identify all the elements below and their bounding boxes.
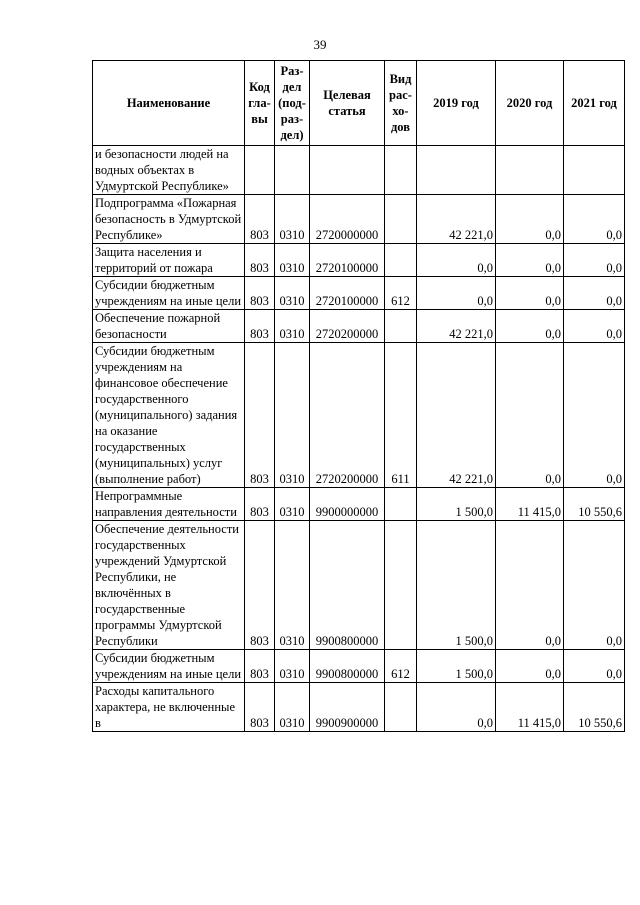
cell-2020: 0,0 <box>496 244 564 277</box>
cell-chapter-code <box>245 146 275 195</box>
cell-expense-type <box>385 683 417 732</box>
table-row <box>93 521 625 650</box>
cell-2020 <box>496 146 564 195</box>
cell-target-article <box>310 146 385 195</box>
table-header-row <box>93 61 625 146</box>
cell-chapter-code: 803 <box>245 244 275 277</box>
cell-target-article: 9900800000 <box>310 650 385 683</box>
cell-target-article: 2720100000 <box>310 244 385 277</box>
cell-2019: 0,0 <box>417 683 496 732</box>
cell-target-article: 2720200000 <box>310 343 385 488</box>
cell-expense-type: 611 <box>385 343 417 488</box>
header-expense-type: Вид рас-хо-дов <box>385 61 417 146</box>
cell-name: Обеспечение деятельности государственных учреждений Удмуртской Республики, не включённых в государственные программы Удмуртской Республики <box>93 521 245 650</box>
cell-2019: 0,0 <box>417 277 496 310</box>
cell-chapter-code: 803 <box>245 310 275 343</box>
cell-2019: 1 500,0 <box>417 488 496 521</box>
cell-name: Субсидии бюджетным учреждениям на иные цели <box>93 277 245 310</box>
cell-2021: 0,0 <box>564 650 625 683</box>
cell-2020: 0,0 <box>496 310 564 343</box>
cell-2021: 0,0 <box>564 277 625 310</box>
cell-chapter-code: 803 <box>245 343 275 488</box>
cell-name: Субсидии бюджетным учреждениям на иные цели <box>93 650 245 683</box>
table-row <box>93 244 625 277</box>
cell-expense-type: 612 <box>385 277 417 310</box>
cell-2021: 0,0 <box>564 244 625 277</box>
cell-2019: 42 221,0 <box>417 195 496 244</box>
cell-2019: 1 500,0 <box>417 650 496 683</box>
cell-2021: 10 550,6 <box>564 683 625 732</box>
header-target-article: Целевая статья <box>310 61 385 146</box>
cell-name: Расходы капитального характера, не включенные в <box>93 683 245 732</box>
cell-expense-type <box>385 310 417 343</box>
cell-2020: 11 415,0 <box>496 488 564 521</box>
cell-name: Подпрограмма «Пожарная безопасность в Удмуртской Республике» <box>93 195 245 244</box>
cell-target-article: 9900900000 <box>310 683 385 732</box>
cell-2020: 11 415,0 <box>496 683 564 732</box>
cell-expense-type: 612 <box>385 650 417 683</box>
cell-section: 0310 <box>275 521 310 650</box>
cell-2020: 0,0 <box>496 650 564 683</box>
cell-section: 0310 <box>275 650 310 683</box>
budget-table <box>92 60 625 732</box>
cell-2020: 0,0 <box>496 343 564 488</box>
cell-2021: 0,0 <box>564 310 625 343</box>
cell-2019: 42 221,0 <box>417 310 496 343</box>
cell-2019: 0,0 <box>417 244 496 277</box>
cell-section: 0310 <box>275 343 310 488</box>
table-row <box>93 343 625 488</box>
cell-chapter-code: 803 <box>245 195 275 244</box>
cell-2019: 1 500,0 <box>417 521 496 650</box>
cell-section: 0310 <box>275 277 310 310</box>
cell-section: 0310 <box>275 244 310 277</box>
cell-target-article: 2720000000 <box>310 195 385 244</box>
table-row <box>93 277 625 310</box>
cell-chapter-code: 803 <box>245 650 275 683</box>
table-body <box>93 146 625 732</box>
cell-section <box>275 146 310 195</box>
cell-2021: 0,0 <box>564 521 625 650</box>
cell-2021: 0,0 <box>564 195 625 244</box>
header-2019: 2019 год <box>417 61 496 146</box>
cell-2021: 0,0 <box>564 343 625 488</box>
cell-expense-type <box>385 521 417 650</box>
cell-chapter-code: 803 <box>245 521 275 650</box>
table-row <box>93 146 625 195</box>
cell-2021 <box>564 146 625 195</box>
cell-name: Защита населения и территорий от пожара <box>93 244 245 277</box>
cell-chapter-code: 803 <box>245 277 275 310</box>
cell-name: Субсидии бюджетным учреждениям на финансовое обеспечение государственного (муниципального) задания на оказание государственных (муниципальных) услуг (выполнение работ) <box>93 343 245 488</box>
cell-target-article: 9900800000 <box>310 521 385 650</box>
cell-chapter-code: 803 <box>245 488 275 521</box>
cell-name: Непрограммные направления деятельности <box>93 488 245 521</box>
header-chapter-code: Код гла-вы <box>245 61 275 146</box>
table-row <box>93 683 625 732</box>
table-row <box>93 195 625 244</box>
cell-chapter-code: 803 <box>245 683 275 732</box>
cell-section: 0310 <box>275 310 310 343</box>
cell-2020: 0,0 <box>496 277 564 310</box>
cell-target-article: 9900000000 <box>310 488 385 521</box>
table-row <box>93 488 625 521</box>
cell-2019: 42 221,0 <box>417 343 496 488</box>
cell-expense-type <box>385 244 417 277</box>
cell-name: и безопасности людей на водных объектах в Удмуртской Республике» <box>93 146 245 195</box>
header-section: Раз-дел (под-раз-дел) <box>275 61 310 146</box>
cell-2020: 0,0 <box>496 195 564 244</box>
cell-2021: 10 550,6 <box>564 488 625 521</box>
page-number: 39 <box>313 37 327 52</box>
table-row <box>93 650 625 683</box>
cell-2019 <box>417 146 496 195</box>
header-name: Наименование <box>93 61 245 146</box>
cell-2020: 0,0 <box>496 521 564 650</box>
cell-expense-type <box>385 146 417 195</box>
cell-target-article: 2720200000 <box>310 310 385 343</box>
header-2020: 2020 год <box>496 61 564 146</box>
cell-expense-type <box>385 195 417 244</box>
cell-expense-type <box>385 488 417 521</box>
cell-section: 0310 <box>275 488 310 521</box>
cell-target-article: 2720100000 <box>310 277 385 310</box>
cell-section: 0310 <box>275 683 310 732</box>
header-2021: 2021 год <box>564 61 625 146</box>
cell-section: 0310 <box>275 195 310 244</box>
cell-name: Обеспечение пожарной безопасности <box>93 310 245 343</box>
table-row <box>93 310 625 343</box>
